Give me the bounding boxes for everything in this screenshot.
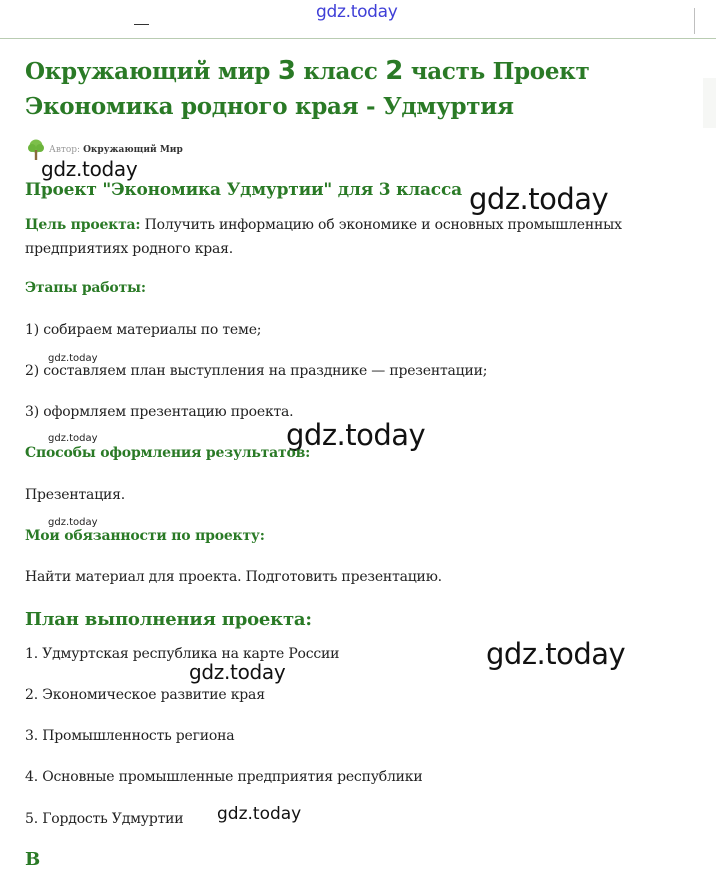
watermark: gdz.today xyxy=(217,804,302,824)
title-grade-number: 3 xyxy=(277,56,296,86)
stage-item: 2) составляем план выступления на празднике — презентации; xyxy=(25,363,488,379)
watermark: gdz.today xyxy=(41,157,138,181)
plan-item: 5. Гордость Удмуртии xyxy=(25,811,184,827)
stages-label: Этапы работы: xyxy=(25,280,146,296)
author-name[interactable]: Окружающий Мир xyxy=(83,145,183,155)
title-part-1: Окружающий мир xyxy=(25,58,278,85)
title-part-2: класс xyxy=(295,58,386,85)
plan-item: 4. Основные промышленные предприятия республики xyxy=(25,769,423,785)
goal-paragraph xyxy=(25,213,645,261)
watermark: gdz.today xyxy=(469,182,609,216)
watermark: gdz.today xyxy=(286,418,426,452)
next-heading-cut: В xyxy=(25,849,41,870)
site-logo[interactable]: gdz.today xyxy=(316,2,398,22)
goal-text: Получить информацию об экономике и основных промышленных предприятиях родного края. xyxy=(25,217,622,257)
side-panel-edge xyxy=(703,78,716,128)
title-part-number: 2 xyxy=(385,56,404,86)
methods-label: Способы оформления результатов: xyxy=(25,445,311,461)
watermark: gdz.today xyxy=(48,353,98,364)
watermark: gdz.today xyxy=(48,517,98,528)
plan-item: 3. Промышленность региона xyxy=(25,728,235,744)
goal-label: Цель проекта: xyxy=(25,217,141,233)
watermark: gdz.today xyxy=(486,637,626,671)
plan-item: 1. Удмуртская республика на карте России xyxy=(25,646,340,662)
watermark: gdz.today xyxy=(48,433,98,444)
plan-heading: План выполнения проекта: xyxy=(25,609,312,630)
methods-text: Презентация. xyxy=(25,487,126,503)
duties-text: Найти материал для проекта. Подготовить презентацию. xyxy=(25,569,442,585)
watermark: gdz.today xyxy=(189,660,286,684)
duties-label: Мои обязанности по проекту: xyxy=(25,528,265,544)
author-label: Автор: xyxy=(49,145,81,155)
plan-item: 2. Экономическое развитие края xyxy=(25,687,265,703)
page-title xyxy=(25,54,665,124)
stage-item: 3) оформляем презентацию проекта. xyxy=(25,404,294,420)
top-bar xyxy=(0,0,716,39)
menu-dash xyxy=(134,24,149,25)
title-part-3: часть Проект Экономика родного края - Удмуртия xyxy=(25,58,590,120)
stage-item: 1) собираем материалы по теме; xyxy=(25,322,262,338)
project-heading: Проект "Экономика Удмуртии" для 3 класса xyxy=(25,180,462,200)
scroll-marker xyxy=(694,8,695,34)
